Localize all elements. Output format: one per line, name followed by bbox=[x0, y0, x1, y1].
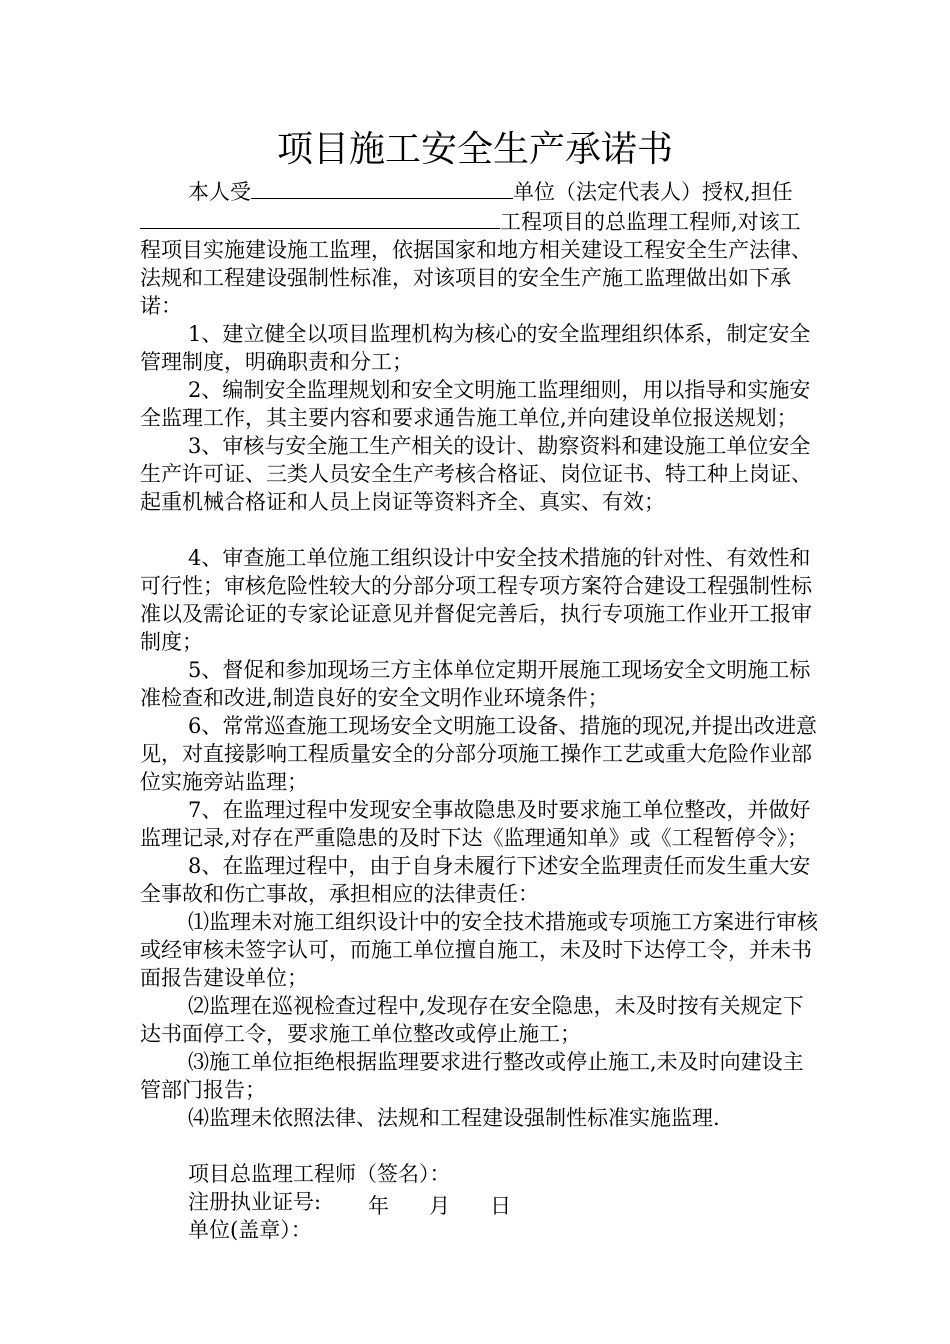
item-2: 2、编制安全监理规划和安全文明施工监理细则，用以指导和实施安全监理工作，其主要内容和要求通告施工单位,并向建设单位报送规划； bbox=[140, 378, 811, 430]
intro-part2: 单位（法定代表人）授权,担任 bbox=[513, 180, 793, 204]
subitem-3: ⑶施工单位拒绝根据监理要求进行整改或停止施工,未及时向建设主管部门报告； bbox=[140, 1050, 804, 1102]
subitem-1: ⑴监理未对施工组织设计中的安全技术措施或专项施工方案进行审核或经审核未签字认可，而施工单位擅自施工，未及时下达停工令，并未书面报告建设单位； bbox=[140, 910, 818, 990]
date-month: 月 bbox=[429, 1194, 451, 1218]
license-number-label: 注册执业证号: bbox=[188, 1190, 322, 1214]
item-3: 3、审核与安全施工生产相关的设计、勘察资料和建设施工单位安全生产许可证、三类人员安全生产考核合格证、岗位证书、特工种上岗证、起重机械合格证和人员上岗证等资料齐全、真实、有效； bbox=[140, 434, 812, 514]
engineer-signature-label: 项目总监理工程师（签名）： bbox=[188, 1162, 451, 1186]
item-7: 7、在监理过程中发现安全事故隐患及时要求施工单位整改，并做好监理记录,对存在严重隐患的及时下达《监理通知单》或《工程暂停令》； bbox=[140, 798, 811, 850]
item-6: 6、常常巡查施工现场安全文明施工设备、措施的现况,并提出改进意见，对直接影响工程质量安全的分部分项施工操作工艺或重大危险作业部位实施旁站监理； bbox=[140, 714, 818, 794]
intro-part3: 工程项目的总监理工程师,对该工程项目实施建设施工监理，依据国家和地方相关建设工程安全生产法律、法规和工程建设强制性标准，对该项目的安全生产施工监理做出如下承诺： bbox=[140, 210, 812, 318]
intro-paragraph bbox=[140, 176, 820, 320]
item-4: 4、审查施工单位施工组织设计中安全技术措施的针对性、有效性和可行性；审核危险性较大的分部分项工程专项方案符合建设工程强制性标准以及需论证的专家论证意见并督促完善后，执行专项施工作业开工报审制度； bbox=[140, 546, 812, 654]
date-day: 日 bbox=[490, 1194, 512, 1218]
spacer bbox=[140, 1132, 820, 1160]
spacer bbox=[140, 516, 820, 544]
document-title: 项目施工安全生产承诺书 bbox=[276, 129, 673, 170]
subitem-2: ⑵监理在巡视检查过程中,发现存在安全隐患，未及时按有关规定下达书面停工令，要求施工单位整改或停止施工； bbox=[140, 994, 804, 1046]
item-8: 8、在监理过程中，由于自身未履行下述安全监理责任而发生重大安全事故和伤亡事故，承担相应的法律责任： bbox=[140, 854, 811, 906]
date-year: 年 bbox=[368, 1194, 389, 1218]
document-body bbox=[140, 176, 820, 1244]
unit-seal-label: 单位(盖章）： bbox=[188, 1218, 312, 1242]
item-1: 1、建立健全以项目监理机构为核心的安全监理组织体系，制定安全管理制度，明确职责和分工； bbox=[140, 322, 811, 374]
date-line bbox=[368, 1192, 511, 1220]
intro-part1: 本人受 bbox=[188, 180, 251, 204]
project-blank-line[interactable] bbox=[140, 206, 500, 229]
unit-blank-line[interactable] bbox=[251, 176, 513, 199]
subitem-4: ⑷监理未依照法律、法规和工程建设强制性标准实施监理. bbox=[188, 1106, 720, 1130]
item-5: 5、督促和参加现场三方主体单位定期开展施工现场安全文明施工标准检查和改进,制造良好的安全文明作业环境条件； bbox=[140, 658, 811, 710]
